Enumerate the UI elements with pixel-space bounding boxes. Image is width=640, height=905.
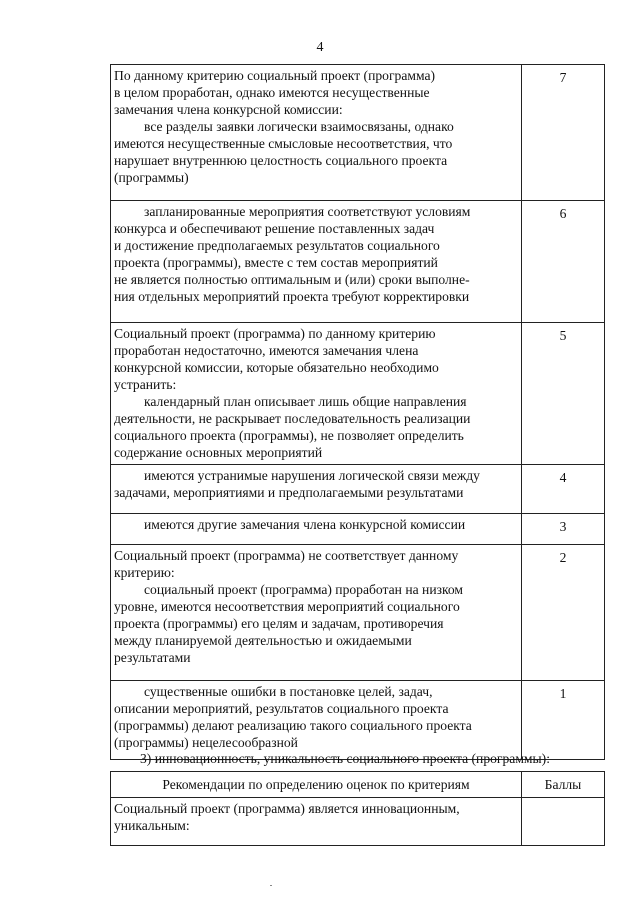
score-cell [522,201,605,323]
description-line: конкурсной комиссии, которые обязательно необходимо [114,360,439,375]
score-cell [522,798,605,846]
description-line: имеются несущественные смысловые несоответствия, что [114,136,453,151]
table-row [111,65,605,201]
description-line: и достижение предполагаемых результатов социального [114,238,440,253]
description-line: не является полностью оптимальным и (или) сроки выполне- [114,272,470,287]
description-line: социальный проект (программа) проработан на низком [144,582,464,597]
table-row [111,323,605,465]
score-value: 1 [559,686,567,701]
scan-dot [270,885,272,886]
description-line: результатами [114,650,191,665]
score-value: 5 [559,328,567,343]
description-line: имеются устранимые нарушения логической связи между [144,468,480,483]
score-cell [522,65,605,201]
score-value: 6 [559,206,567,221]
score-value: 7 [559,70,567,85]
description-line: календарный план описывает лишь общие направления [144,394,467,409]
description-line: проекта (программы), вместе с тем состав мероприятий [114,255,438,270]
description-line: в целом проработан, однако имеются несущественные [114,85,430,100]
description-line: (программы) нецелесообразной [114,735,298,750]
header-recommendations: Рекомендации по определению оценок по критериям [111,772,522,798]
description-line: Социальный проект (программа) является инновационным, [114,801,460,816]
criterion-description [111,65,522,201]
description-line: критерию: [114,565,175,580]
description-line: устранить: [114,377,177,392]
description-line: содержание основных мероприятий [114,445,323,460]
description-line: все разделы заявки логически взаимосвязаны, однако [144,119,454,134]
table-row [111,201,605,323]
criteria-table [110,64,605,760]
score-value: 3 [559,519,567,534]
description-line: уникальным: [114,818,190,833]
description-line: деятельности, не раскрывает последовательность реализации [114,411,471,426]
description-line: По данному критерию социальный проект (программа) [114,68,436,83]
description-line: социального проекта (программы), не позволяет определить [114,428,464,443]
description-line: описании мероприятий, результатов социального проекта [114,701,449,716]
score-value: 4 [559,470,567,485]
description-line: существенные ошибки в постановке целей, задач, [144,684,433,699]
score-cell [522,465,605,514]
header-points: Баллы [522,772,605,798]
description-line: проекта (программы) его целям и задачам, противоречия [114,616,444,631]
criterion-description [111,681,522,760]
table-row [111,798,605,846]
table-row [111,514,605,545]
criterion-description [111,798,522,846]
score-cell [522,545,605,681]
table-row [111,681,605,760]
innovation-criteria-table [110,771,605,846]
table-row [111,545,605,681]
description-line: ния отдельных мероприятий проекта требуют корректировки [114,289,470,304]
criterion-description [111,201,522,323]
page-number: 4 [316,40,324,55]
description-line: Социальный проект (программа) по данному критерию [114,326,436,341]
score-cell [522,514,605,545]
table-row [111,465,605,514]
score-cell [522,323,605,465]
description-line: замечания члена конкурсной комиссии: [114,102,343,117]
section-caption: 3) инновационность, уникальность социального проекта (программы): [140,751,550,766]
description-line: (программы) [114,170,189,185]
description-line: Социальный проект (программа) не соответствует данному [114,548,459,563]
description-line: между планируемой деятельностью и ожидаемыми [114,633,412,648]
description-line: имеются другие замечания члена конкурсной комиссии [144,517,466,532]
description-line: уровне, имеются несоответствия мероприятий социального [114,599,460,614]
description-line: нарушает внутреннюю целостность социального проекта [114,153,448,168]
criterion-description [111,514,522,545]
description-line: (программы) делают реализацию такого социального проекта [114,718,472,733]
criterion-description [111,323,522,465]
table-header-row [111,772,605,798]
description-line: запланированные мероприятия соответствуют условиям [144,204,471,219]
score-value: 2 [559,550,567,565]
description-line: проработан недостаточно, имеются замечания члена [114,343,419,358]
score-cell [522,681,605,760]
criterion-description [111,545,522,681]
criterion-description [111,465,522,514]
description-line: задачами, мероприятиями и предполагаемыми результатами [114,485,464,500]
description-line: конкурса и обеспечивают решение поставленных задач [114,221,435,236]
